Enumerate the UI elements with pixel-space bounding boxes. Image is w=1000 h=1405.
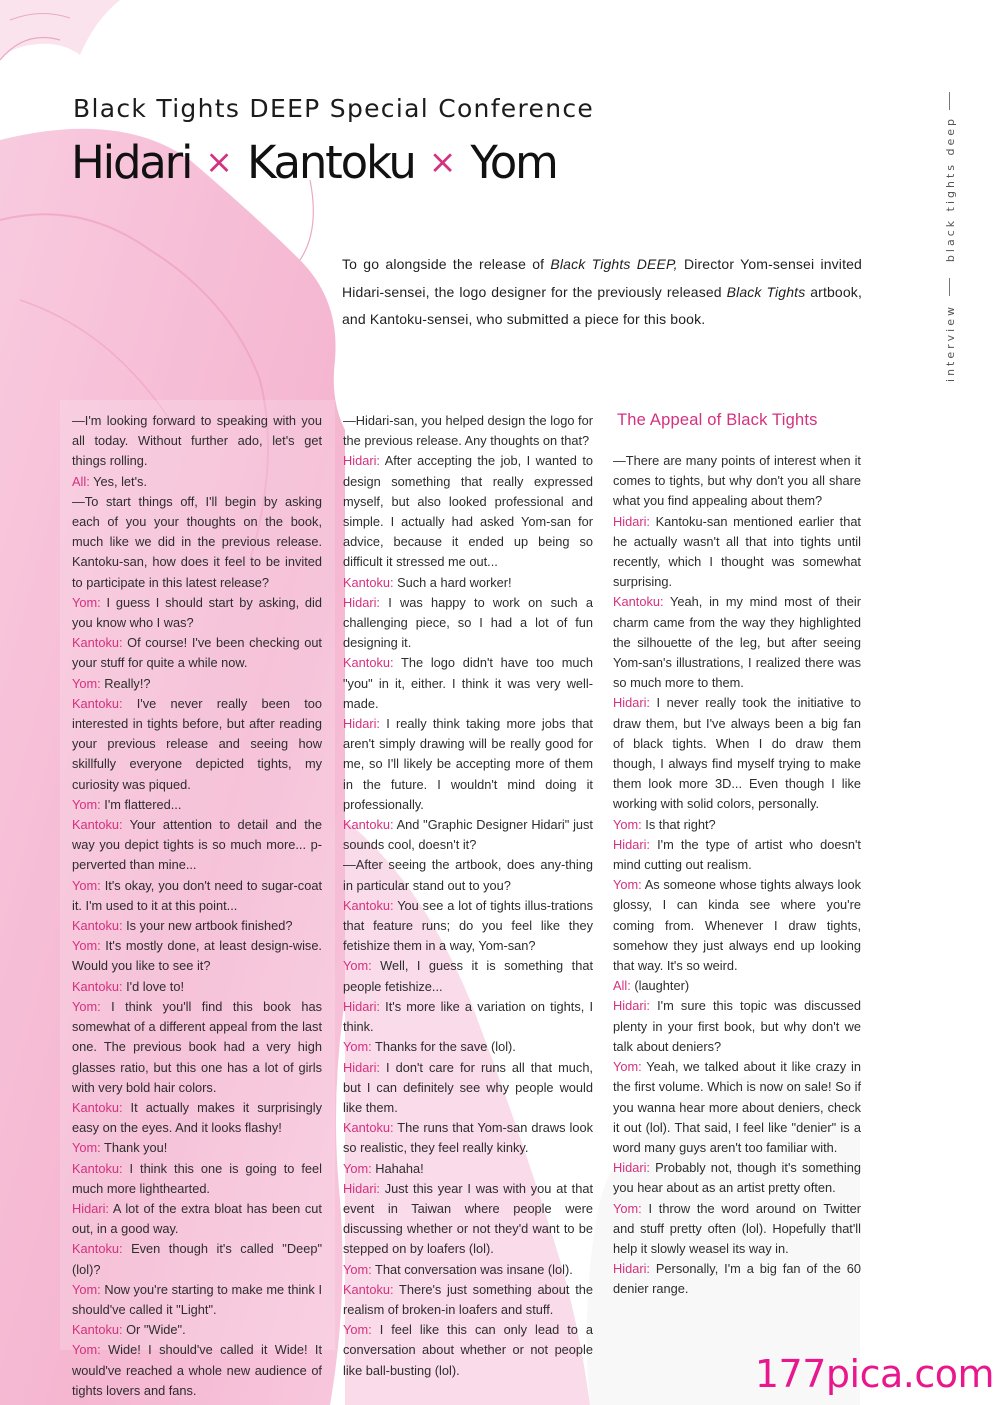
dialogue-text: I really think taking more jobs that aren't simply drawing will be really good for me, so I'll likely be accepting more of them in the future. I wouldn't mind doing it professionally. <box>343 716 593 812</box>
dialogue-line <box>343 714 593 815</box>
speaker-label: Hidari: <box>343 453 380 469</box>
dialogue-text: I'm the type of artist who doesn't mind cutting out realism. <box>613 836 861 873</box>
speaker-label: Kantoku: <box>343 655 394 671</box>
dialogue-text: Even though it's called "Deep" (lol)? <box>72 1241 322 1277</box>
speaker-label: Hidari: <box>343 1059 380 1075</box>
dialogue-text: Such a hard worker! <box>393 574 512 590</box>
dialogue-line <box>613 875 861 976</box>
speaker-label: All: <box>72 473 90 489</box>
speaker-label: Hidari: <box>343 594 380 610</box>
dialogue-text: I'd love to! <box>122 978 185 994</box>
dialogue-text: —There are many points of interest when it comes to tights, but why don't you all share what you find appealing about them? <box>613 453 861 509</box>
speaker-label: Kantoku: <box>72 695 123 711</box>
dialogue-line <box>343 1058 593 1119</box>
sidebar-book-title: black tights deep <box>944 116 957 263</box>
speaker-label: Kantoku: <box>72 1322 123 1338</box>
speaker-label: Kantoku: <box>72 978 123 994</box>
dialogue-line <box>72 936 322 976</box>
dialogue-text: Is your new artbook finished? <box>122 918 293 934</box>
speaker-label: Hidari: <box>613 513 650 529</box>
speaker-label: Yom: <box>72 877 101 893</box>
article-supertitle: Black Tights DEEP Special Conference <box>73 94 595 123</box>
intro-title-deep: Black Tights DEEP, <box>550 256 678 272</box>
speaker-label: All: <box>613 978 631 994</box>
title-name-kantoku: Kantoku <box>246 136 415 189</box>
dialogue-line <box>343 1280 593 1320</box>
dialogue-text: —To start things off, I'll begin by asking each of you your thoughts on the book, much like we did in the previous release. Kantoku-san, how does it feel to be invited to participate in this latest release? <box>72 493 322 590</box>
speaker-label: Kantoku: <box>343 1281 394 1297</box>
dialogue-line <box>343 896 593 957</box>
dialogue-text: Now you're starting to make me think I should've called it "Light". <box>72 1281 322 1317</box>
dialogue-line <box>72 1138 322 1158</box>
speaker-label: Yom: <box>72 998 101 1014</box>
dialogue-line <box>72 916 322 936</box>
side-running-header <box>936 92 966 392</box>
speaker-label: Yom: <box>343 1261 372 1277</box>
dialogue-text: I guess I should start by asking, did you know who I was? <box>72 594 322 631</box>
speaker-label: Hidari: <box>72 1200 109 1216</box>
dialogue-line <box>72 1199 322 1239</box>
dialogue-text: I was happy to work on such a challenging piece, so I had a lot of fun designing it. <box>343 594 593 651</box>
dialogue-line <box>343 1179 593 1260</box>
dialogue-text: (laughter) <box>630 978 690 994</box>
dialogue-line <box>72 694 322 795</box>
dialogue-line <box>613 815 861 835</box>
speaker-label: Hidari: <box>613 695 650 711</box>
speaker-label: Yom: <box>613 1059 642 1075</box>
dialogue-line <box>613 1199 861 1260</box>
section-heading: The Appeal of Black Tights <box>617 411 818 429</box>
dialogue-line <box>613 1158 861 1198</box>
speaker-label: Yom: <box>343 1322 372 1338</box>
dialogue-line <box>72 977 322 997</box>
dialogue-line <box>72 1280 322 1320</box>
dialogue-line <box>613 976 861 996</box>
title-separator: × <box>428 142 457 181</box>
dialogue-text: Yeah, we talked about it like crazy in the first volume. Which is now on sale! So if you wanna hear more about deniers, check it out (lol). That said, I feel like "denier" is a word many guys aren't too familiar with. <box>613 1059 861 1155</box>
dialogue-text: A lot of the extra bloat has been cut out, in a good way. <box>72 1200 322 1237</box>
dialogue-text: —Hidari-san, you helped design the logo for the previous release. Any thoughts on that? <box>343 413 593 449</box>
speaker-label: Hidari: <box>613 998 650 1014</box>
dialogue-text: It's okay, you don't need to sugar-coat it. I'm used to it at this point... <box>72 877 322 913</box>
dialogue-text: I'm flattered... <box>100 796 182 812</box>
dialogue-text: Kantoku-san mentioned earlier that he actually wasn't all that into tights until recently, which I thought was somewhat surprising. <box>613 513 861 590</box>
dialogue-line <box>343 593 593 654</box>
dialogue-line <box>343 451 593 572</box>
dialogue-line <box>343 1037 593 1057</box>
speaker-label: Hidari: <box>343 1180 380 1196</box>
interview-column-2 <box>343 411 593 1381</box>
dialogue-text: It actually makes it surprisingly easy on the eyes. And it looks flashy! <box>72 1099 322 1136</box>
dialogue-line <box>72 472 322 492</box>
dialogue-text: It's mostly done, at least design-wise. Would you like to see it? <box>72 938 322 974</box>
speaker-label: Hidari: <box>343 716 380 732</box>
speaker-label: Kantoku: <box>343 817 394 833</box>
dialogue-text: Thank you! <box>100 1140 168 1156</box>
interview-column-3 <box>613 451 861 1300</box>
speaker-label: Kantoku: <box>72 1099 123 1115</box>
dialogue-text: Really!? <box>100 675 151 691</box>
dialogue-text: Or "Wide". <box>122 1322 186 1338</box>
dialogue-line <box>343 1260 593 1280</box>
watermark: 177pica.com <box>754 1352 994 1396</box>
speaker-label: Yom: <box>72 675 101 691</box>
speaker-label: Yom: <box>72 1140 101 1156</box>
dialogue-text: I've never really been too interested in tights before, but after reading your previous release and seeing how skillfully everyone depicted tights, my curiosity was piqued. <box>72 695 322 792</box>
dialogue-text: Probably not, though it's something you hear about as an artist pretty often. <box>613 1160 861 1196</box>
dialogue-line <box>613 996 861 1057</box>
dialogue-line <box>72 795 322 815</box>
title-name-yom: Yom <box>470 136 557 189</box>
dialogue-text: I think you'll find this book has somewhat of a different appeal from the last one. The previous book had a very high glasses ratio, but this one has a lot of girls with very bold hair colors. <box>72 998 322 1095</box>
speaker-label: Yom: <box>613 1200 642 1216</box>
speaker-label: Kantoku: <box>72 1160 123 1176</box>
dialogue-line <box>72 411 322 472</box>
article-title <box>71 136 557 189</box>
dialogue-line <box>343 653 593 714</box>
title-separator: × <box>205 142 233 181</box>
sidebar-divider <box>949 92 950 110</box>
dialogue-text: Your attention to detail and the way you depict tights is so much more... p-perverted than mine... <box>72 817 322 873</box>
dialogue-text: —After seeing the artbook, does any-thing in particular stand out to you? <box>343 857 593 893</box>
dialogue-line <box>72 1320 322 1340</box>
intro-title-black-tights: Black Tights <box>726 283 806 300</box>
speaker-label: Yom: <box>72 1281 101 1297</box>
dialogue-line <box>72 674 322 694</box>
dialogue-text: The logo didn't have too much "you" in it, either. I think it was very well-made. <box>343 655 593 711</box>
sidebar-divider <box>949 278 950 296</box>
dialogue-line <box>343 815 593 855</box>
dialogue-line <box>343 1159 593 1179</box>
dialogue-text: Personally, I'm a big fan of the 60 denier range. <box>613 1261 861 1297</box>
speaker-label: Yom: <box>343 958 372 974</box>
dialogue-text: Thanks for the save (lol). <box>371 1039 516 1055</box>
dialogue-line <box>343 997 593 1037</box>
dialogue-text: I think this one is going to feel much more lighthearted. <box>72 1160 322 1196</box>
dialogue-text: —I'm looking forward to speaking with you all today. Without further ado, let's get things rolling. <box>72 413 322 469</box>
speaker-label: Yom: <box>613 877 642 893</box>
dialogue-text: Just this year I was with you at that event in Taiwan where people were discussing whether or not they'd want to be stepped on by loafers (lol). <box>343 1180 593 1257</box>
dialogue-text: I never really took the initiative to draw them, but I've always been a big fan of black tights. When I do draw them though, I always find myself trying to make them look more 3D... Even though I like working with solid colors, personally. <box>613 695 861 812</box>
speaker-label: Kantoku: <box>343 897 394 913</box>
dialogue-text: There's just something about the realism of broken-in loafers and stuff. <box>343 1281 593 1317</box>
speaker-label: Hidari: <box>613 1160 650 1176</box>
speaker-label: Hidari: <box>613 836 650 852</box>
title-name-hidari: Hidari <box>71 136 192 189</box>
dialogue-line <box>343 411 593 451</box>
speaker-label: Kantoku: <box>72 918 123 934</box>
dialogue-text: Of course! I've been checking out your stuff for quite a while now. <box>72 635 322 671</box>
speaker-label: Kantoku: <box>72 635 123 651</box>
dialogue-line <box>72 815 322 876</box>
speaker-label: Yom: <box>72 594 101 610</box>
dialogue-line <box>72 876 322 916</box>
dialogue-line <box>72 1098 322 1138</box>
speaker-label: Yom: <box>343 1039 372 1055</box>
dialogue-text: As someone whose tights always look glossy, I can kinda see where you're coming from. Whenever I draw tights, somehow they just always end up looking that way. It's so weird. <box>613 877 861 974</box>
dialogue-line <box>613 1259 861 1299</box>
speaker-label: Hidari: <box>613 1261 650 1277</box>
dialogue-text: I throw the word around on Twitter and stuff pretty often (lol). Hopefully that'll help it slowly weasel its way in. <box>613 1200 861 1256</box>
dialogue-text: Well, I guess it is something that people fetishize... <box>343 958 593 994</box>
dialogue-text: I don't care for runs all that much, but I can definitely see why people would like them. <box>343 1059 593 1115</box>
dialogue-text: Wide! I should've called it Wide! It would've reached a whole new audience of tights lovers and fans. <box>72 1342 322 1398</box>
dialogue-text: Is that right? <box>641 816 716 832</box>
dialogue-line <box>72 1239 322 1279</box>
dialogue-line <box>613 693 861 814</box>
dialogue-line <box>72 492 322 593</box>
dialogue-text: And "Graphic Designer Hidari" just sounds cool, doesn't it? <box>343 817 593 853</box>
sidebar-section-label: interview <box>944 304 957 382</box>
speaker-label: Kantoku: <box>613 594 664 610</box>
speaker-label: Hidari: <box>343 998 380 1014</box>
dialogue-text: The runs that Yom-san draws look so realistic, they feel really kinky. <box>343 1120 593 1156</box>
dialogue-line <box>72 593 322 633</box>
dialogue-line <box>72 1159 322 1199</box>
dialogue-line <box>613 835 861 875</box>
speaker-label: Yom: <box>72 1342 101 1358</box>
speaker-label: Kantoku: <box>72 817 123 833</box>
dialogue-line <box>613 512 861 593</box>
dialogue-text: That conversation was insane (lol). <box>371 1261 573 1277</box>
dialogue-line <box>72 1340 322 1401</box>
dialogue-line <box>613 1057 861 1158</box>
dialogue-line <box>343 956 593 996</box>
dialogue-line <box>72 997 322 1098</box>
dialogue-text: I feel like this can only lead to a conversation about whether or not people like ball-busting (lol). <box>343 1322 593 1378</box>
speaker-label: Yom: <box>72 796 101 812</box>
dialogue-line <box>343 1118 593 1158</box>
speaker-label: Kantoku: <box>343 574 394 590</box>
speaker-label: Yom: <box>72 938 101 954</box>
dialogue-line <box>613 592 861 693</box>
dialogue-text: Yes, let's. <box>89 473 148 489</box>
dialogue-text: After accepting the job, I wanted to design something that really expressed myself, but also looked professional and simple. I actually had asked Yom-san for advice, because it ended up being so difficult it stressed me out... <box>343 453 593 570</box>
speaker-label: Yom: <box>343 1160 372 1176</box>
dialogue-text: It's more like a variation on tights, I think. <box>343 998 593 1035</box>
speaker-label: Kantoku: <box>72 1241 123 1257</box>
dialogue-text: Hahaha! <box>371 1160 424 1176</box>
dialogue-text: I'm sure this topic was discussed plenty in your first book, but why don't we talk about deniers? <box>613 998 861 1054</box>
speaker-label: Yom: <box>613 816 642 832</box>
dialogue-line <box>613 451 861 512</box>
dialogue-line <box>343 573 593 593</box>
dialogue-text: Yeah, in my mind most of their charm came from the way they highlighted the silhouette of the leg, but after seeing Yom-san's illustrations, I realized there was so much more to them. <box>613 594 861 691</box>
intro-paragraph: To go alongside the release of Black Tights DEEP, Director Yom-sensei invited Hidari-sensei, the logo designer for the previously released Black Tights artbook, and Kantoku-sensei, who submitted a piece for this book. <box>342 256 862 327</box>
dialogue-line <box>343 1320 593 1381</box>
dialogue-text: You see a lot of tights illus-trations that feature runs; do you feel like they fetishize them in a way, Yom-san? <box>343 897 593 954</box>
dialogue-line <box>343 855 593 895</box>
interview-column-1 <box>72 411 322 1401</box>
speaker-label: Kantoku: <box>343 1120 394 1136</box>
dialogue-line <box>72 633 322 673</box>
